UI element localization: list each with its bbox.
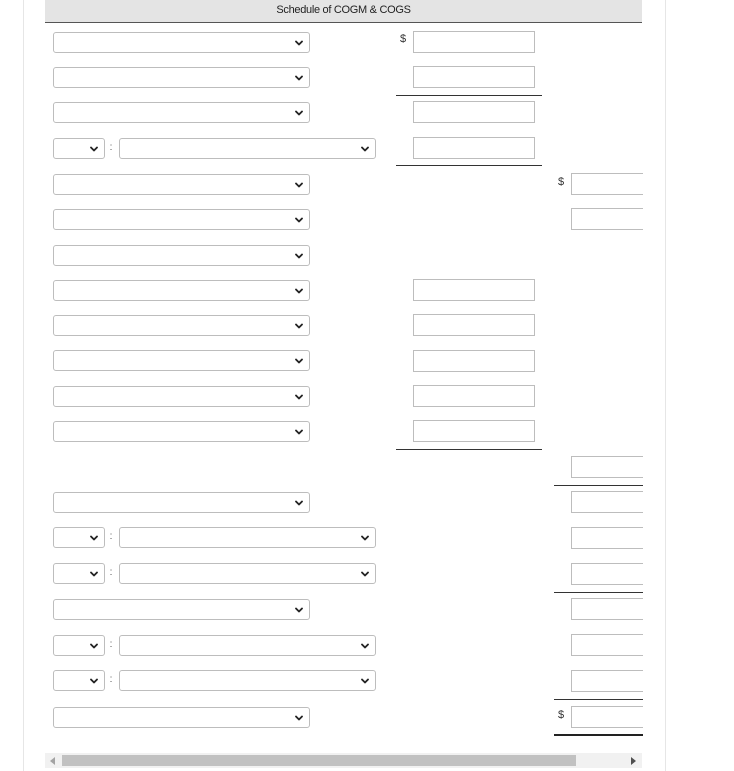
subtotal-rule	[396, 165, 542, 166]
chevron-down-icon	[295, 252, 303, 260]
scroll-left-arrow-icon[interactable]	[50, 757, 55, 765]
chevron-down-icon	[295, 74, 303, 82]
colon-separator: :	[109, 142, 113, 153]
chevron-down-icon	[295, 714, 303, 722]
account-select[interactable]	[53, 32, 310, 53]
account-select[interactable]	[53, 421, 310, 442]
account-select[interactable]	[119, 635, 376, 656]
chevron-down-icon	[295, 322, 303, 330]
total-input[interactable]	[571, 527, 643, 549]
amount-input[interactable]	[413, 137, 535, 159]
total-input[interactable]	[571, 208, 643, 230]
chevron-down-icon	[295, 181, 303, 189]
colon-separator: :	[109, 674, 113, 685]
account-select[interactable]	[53, 245, 310, 266]
amount-input[interactable]	[413, 101, 535, 123]
colon-separator: :	[109, 639, 113, 650]
subtotal-rule	[554, 592, 643, 593]
account-select[interactable]	[53, 67, 310, 88]
amount-input[interactable]	[413, 385, 535, 407]
chevron-down-icon	[295, 109, 303, 117]
chevron-down-icon	[90, 642, 98, 650]
account-select[interactable]	[53, 492, 310, 513]
account-select[interactable]	[53, 707, 310, 728]
chevron-down-icon	[90, 570, 98, 578]
account-select[interactable]	[119, 138, 376, 159]
total-input[interactable]	[571, 634, 643, 656]
colon-separator: :	[109, 567, 113, 578]
chevron-down-icon	[361, 677, 369, 685]
double-total-rule	[554, 734, 643, 736]
chevron-down-icon	[295, 39, 303, 47]
currency-symbol: $	[558, 176, 565, 188]
account-select[interactable]	[53, 102, 310, 123]
schedule-title: Schedule of COGM & COGS	[45, 0, 642, 23]
chevron-down-icon	[295, 287, 303, 295]
currency-symbol: $	[558, 709, 565, 721]
total-input[interactable]	[571, 456, 643, 478]
colon-separator: :	[109, 531, 113, 542]
account-select[interactable]	[53, 209, 310, 230]
total-input[interactable]	[571, 598, 643, 620]
account-select[interactable]	[53, 315, 310, 336]
total-input[interactable]	[571, 491, 643, 513]
chevron-down-icon	[295, 393, 303, 401]
amount-input[interactable]	[413, 350, 535, 372]
sign-select[interactable]	[53, 635, 105, 656]
chevron-down-icon	[361, 145, 369, 153]
sign-select[interactable]	[53, 527, 105, 548]
horizontal-scrollbar[interactable]	[45, 753, 642, 768]
chevron-down-icon	[295, 216, 303, 224]
subtotal-rule	[396, 449, 542, 450]
sign-select[interactable]	[53, 670, 105, 691]
sign-select[interactable]	[53, 138, 105, 159]
account-select[interactable]	[119, 563, 376, 584]
scroll-thumb[interactable]	[62, 755, 576, 766]
account-select[interactable]	[119, 527, 376, 548]
chevron-down-icon	[361, 642, 369, 650]
scroll-right-arrow-icon[interactable]	[631, 757, 636, 765]
account-select[interactable]	[119, 670, 376, 691]
account-select[interactable]	[53, 599, 310, 620]
chevron-down-icon	[361, 570, 369, 578]
chevron-down-icon	[295, 606, 303, 614]
account-select[interactable]	[53, 350, 310, 371]
total-input[interactable]	[571, 563, 643, 585]
chevron-down-icon	[90, 145, 98, 153]
total-input[interactable]	[571, 706, 643, 728]
amount-input[interactable]	[413, 31, 535, 53]
page-edge-left	[23, 0, 24, 771]
chevron-down-icon	[90, 677, 98, 685]
amount-input[interactable]	[413, 420, 535, 442]
account-select[interactable]	[53, 280, 310, 301]
currency-symbol: $	[400, 33, 407, 45]
chevron-down-icon	[295, 428, 303, 436]
amount-input[interactable]	[413, 66, 535, 88]
page-edge-right	[665, 0, 666, 771]
account-select[interactable]	[53, 174, 310, 195]
amount-input[interactable]	[413, 314, 535, 336]
total-input[interactable]	[571, 670, 643, 692]
account-select[interactable]	[53, 386, 310, 407]
amount-input[interactable]	[413, 279, 535, 301]
chevron-down-icon	[295, 499, 303, 507]
chevron-down-icon	[90, 534, 98, 542]
sign-select[interactable]	[53, 563, 105, 584]
chevron-down-icon	[361, 534, 369, 542]
total-input[interactable]	[571, 173, 643, 195]
subtotal-rule	[554, 699, 643, 700]
chevron-down-icon	[295, 357, 303, 365]
subtotal-rule	[396, 95, 542, 96]
subtotal-rule	[554, 485, 643, 486]
